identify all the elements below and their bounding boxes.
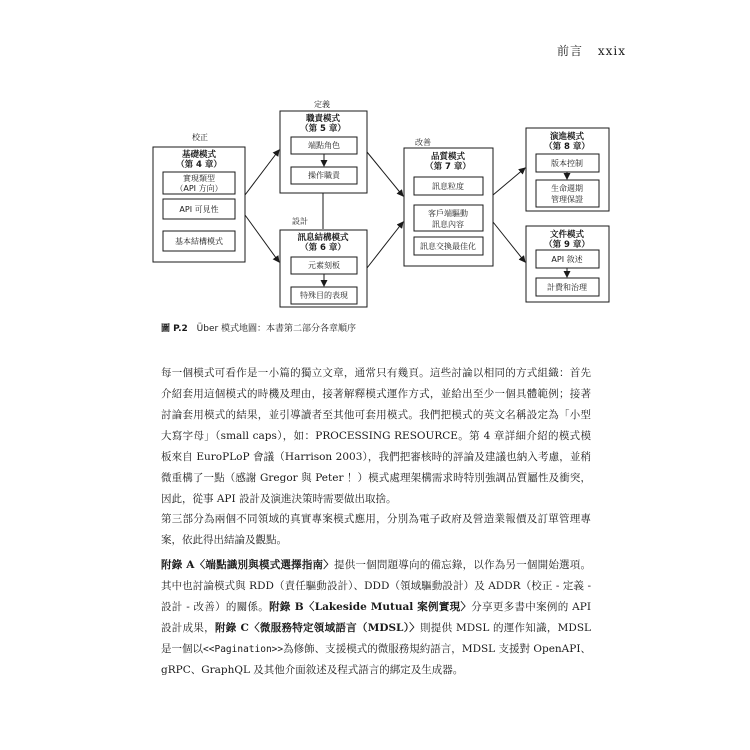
paragraph-appendices (161, 555, 591, 681)
quality-item-message-content: 訊息內容 (432, 220, 464, 229)
box-foundation-patterns (153, 147, 245, 262)
arrow-foundation-to-responsibility (245, 150, 279, 195)
foundation-item-api-direction: （API 方向） (175, 184, 223, 193)
box-responsibility-patterns (280, 111, 367, 193)
quality-chapter: （第 7 章） (425, 162, 471, 172)
documentation-item-api-description: API 敘述 (551, 255, 583, 264)
message-item-special-purpose: 特殊目的表現 (300, 291, 348, 300)
foundation-chapter: （第 4 章） (176, 160, 222, 170)
responsibility-title: 職責模式 (305, 114, 341, 124)
evolution-title: 演進模式 (549, 132, 585, 142)
figure-caption-text: Über 模式地圖：本書第二部分各章順序 (196, 324, 357, 334)
label-improvement: 改善 (415, 138, 431, 147)
appendix-b-text: 分享更多書中案例的 API 設計成果， (161, 600, 591, 634)
label-correction: 校正 (192, 133, 208, 142)
page-number: xxix (597, 44, 626, 58)
message-title: 訊息結構模式 (297, 233, 349, 243)
appendix-c-text-2: 為修飾、支援模式的微服務規約語言，MDSL 支援對 OpenAPI、gRPC、GraphQL 及其他介面敘述及程式語言的綁定及生成器。 (161, 642, 591, 676)
appendix-c-text-1: 則提供 MDSL 的運作知識，MDSL 是一個以 (161, 621, 591, 655)
appendix-a-title: 附錄 A〈端點識別與模式選擇指南〉 (161, 558, 334, 571)
message-item-element-stereotype: 元素刻板 (308, 261, 340, 270)
paragraph-part-three: 第三部分為兩個不同領域的真實專案模式應用，分別為電子政府及營造業報價及訂單管理專案，依此得出結論及觀點。 (161, 512, 591, 546)
quality-item-granularity: 訊息粒度 (432, 182, 464, 191)
foundation-title: 基礎模式 (181, 150, 217, 160)
arrow-message-to-quality (367, 222, 403, 268)
message-chapter: （第 6 章） (300, 243, 346, 253)
responsibility-chapter: （第 5 章） (300, 124, 346, 134)
responsibility-item-endpoint-role: 端點角色 (308, 141, 340, 150)
arrow-foundation-to-message (245, 215, 279, 262)
foundation-item-realization-type: 實現類型 (183, 174, 215, 183)
arrow-quality-to-documentation (493, 222, 525, 262)
quality-title: 品質模式 (430, 152, 466, 162)
quality-item-exchange-optimization: 訊息交換最佳化 (420, 242, 476, 251)
evolution-item-guarantee: 管理保證 (551, 195, 583, 204)
quality-item-client-driven: 客戶端驅動 (428, 209, 468, 218)
evolution-item-versioning: 版本控制 (551, 159, 583, 168)
paragraph-pattern-structure: 每一個模式可看作是一小篇的獨立文章，通常只有幾頁。這些討論以相同的方式組織：首先介紹套用這個模式的時機及理由，接著解釋模式運作方式，並給出至少一個具體範例；接著討論套用模式的結果，並引導讀者至其他可套用模式。我們把模式的英文名稱設定為「小型大寫字母」（small caps），如：PROCESSING RESOURCE。第 4 章詳細介紹的模式模板來自 EuroPLoP 會議（Harrison 2003），我們把審核時的評論及建議也納入考慮，並稍微重構了一點（感謝 Gregor 與 Peter ！）模式處理架構需求時特別強調品質屬性及衝突，因此，從事 API 設計及演進決策時需要做出取捨。 (161, 366, 591, 505)
evolution-item-lifecycle: 生命週期 (551, 184, 583, 193)
documentation-item-billing-governance: 計費和治理 (547, 283, 587, 292)
box-documentation-patterns (526, 226, 609, 302)
box-evolution-patterns (526, 128, 609, 211)
arrow-responsibility-to-quality (367, 152, 403, 196)
figure-label: 圖 P.2 (161, 324, 188, 334)
evolution-chapter: （第 8 章） (544, 142, 590, 152)
label-design: 設計 (292, 217, 308, 226)
figure-caption (161, 321, 356, 334)
appendix-c-title: 附錄 C〈微服務特定領域語言（MDSL）〉 (214, 621, 421, 634)
documentation-chapter: （第 9 章） (544, 240, 590, 250)
responsibility-item-operation-resp: 操作職責 (308, 171, 340, 180)
box-quality-patterns (404, 148, 493, 266)
box-message-structure-patterns (280, 230, 367, 307)
pagination-code: <<Pagination>> (203, 643, 284, 655)
arrow-quality-to-evolution (493, 168, 525, 195)
documentation-title: 文件模式 (549, 230, 585, 240)
foundation-item-basic-structure: 基本結構模式 (175, 237, 223, 246)
uber-pattern-map-diagram (0, 0, 750, 330)
appendix-a-text: 提供一個問題導向的備忘錄，以作為另一個開始選項。其中也討論模式與 RDD（責任驅動設計）、DDD（領域驅動設計）及 ADDR（校正 - 定義 - 設計 - 改善）的關係。 (161, 558, 591, 613)
label-definition: 定義 (314, 100, 330, 109)
header-title: 前言 (557, 44, 584, 58)
appendix-b-title: 附錄 B〈Lakeside Mutual 案例實現〉 (269, 600, 472, 613)
foundation-item-api-visibility: API 可見性 (179, 205, 219, 214)
